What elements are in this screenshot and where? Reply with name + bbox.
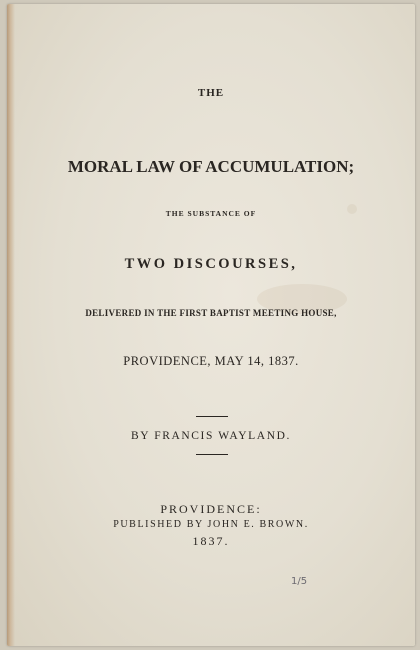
two-discourses: TWO DISCOURSES, — [124, 256, 298, 272]
publisher-line: PUBLISHED BY JOHN E. BROWN. — [113, 519, 309, 530]
author-line: BY FRANCIS WAYLAND. — [130, 430, 291, 442]
delivered-line: DELIVERED IN THE FIRST BAPTIST MEETING HOUSE, — [85, 308, 337, 318]
place-date: PROVIDENCE, MAY 14, 1837. — [123, 354, 299, 368]
imprint-city: PROVIDENCE: — [160, 502, 262, 516]
substance-of: THE SUBSTANCE OF — [165, 209, 257, 218]
title-page — [7, 4, 415, 646]
spine-edge — [7, 4, 15, 646]
title-the: THE — [197, 87, 225, 99]
divider-rule — [196, 454, 228, 455]
divider-rule — [196, 416, 228, 417]
main-title: MORAL LAW OF ACCUMULATION; — [67, 157, 355, 176]
pencil-annotation: 1/5 — [291, 576, 308, 587]
imprint-year: 1837. — [192, 534, 230, 548]
